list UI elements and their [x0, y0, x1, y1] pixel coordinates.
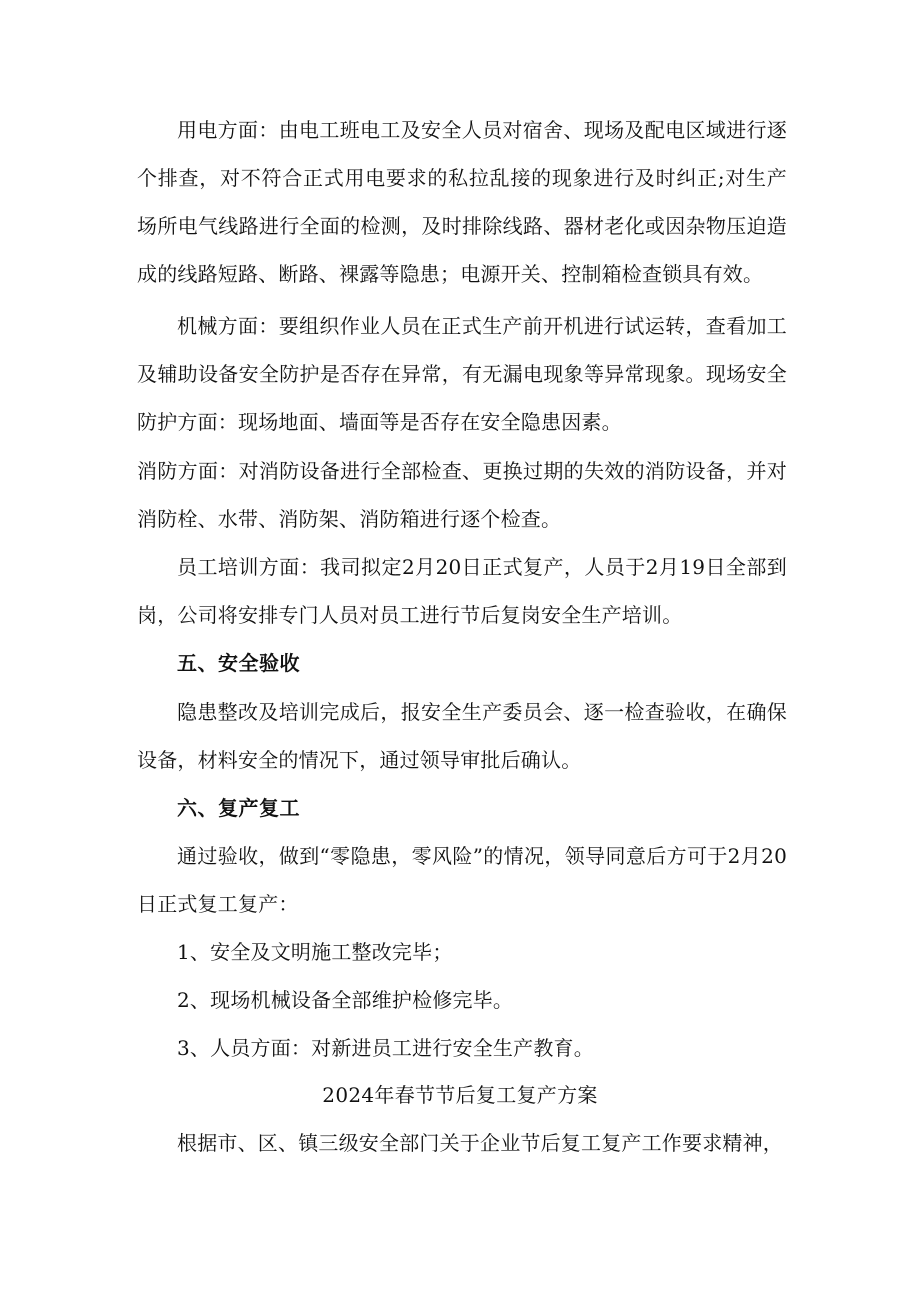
paragraph-training: 员工培训方面：我司拟定2月20日正式复产，人员于2月19日全部到岗，公司将安排专门人员对员工进行节后复岗安全生产培训。 [137, 555, 787, 627]
list-item-2: 2、现场机械设备全部维护检修完毕。 [177, 988, 514, 1012]
list-item-1: 1、安全及文明施工整改完毕； [177, 940, 453, 964]
paragraph-electricity: 用电方面：由电工班电工及安全人员对宿舍、现场及配电区域进行逐个排查，对不符合正式用电要求的私拉乱接的现象进行及时纠正;对生产场所电气线路进行全面的检测，及时排除线路、器材老化或因杂物压迫造成的线路短路、断路、裸露等隐患；电源开关、控制箱检查锁具有效。 [137, 118, 787, 286]
document-title: 2024年春节节后复工复产方案 [322, 1083, 598, 1107]
heading-resume-work: 六、复产复工 [177, 796, 300, 820]
paragraph-machinery: 机械方面：要组织作业人员在正式生产前开机进行试运转，查看加工及辅助设备安全防护是否存在异常，有无漏电现象等异常现象。现场安全防护方面：现场地面、墙面等是否存在安全隐患因素。 [137, 314, 787, 434]
list-item-3: 3、人员方面：对新进员工进行安全生产教育。 [177, 1036, 594, 1060]
paragraph-intro: 根据市、区、镇三级安全部门关于企业节后复工复产工作要求精神， [177, 1131, 783, 1155]
paragraph-resume: 通过验收，做到“零隐患，零风险”的情况，领导同意后方可于2月20日正式复工复产： [137, 844, 787, 916]
paragraph-acceptance: 隐患整改及培训完成后，报安全生产委员会、逐一检查验收，在确保设备，材料安全的情况下，通过领导审批后确认。 [137, 700, 787, 772]
paragraph-fire: 消防方面：对消防设备进行全部检查、更换过期的失效的消防设备，并对消防栓、水带、消防架、消防箱进行逐个检查。 [137, 459, 787, 531]
heading-safety-acceptance: 五、安全验收 [177, 651, 300, 675]
